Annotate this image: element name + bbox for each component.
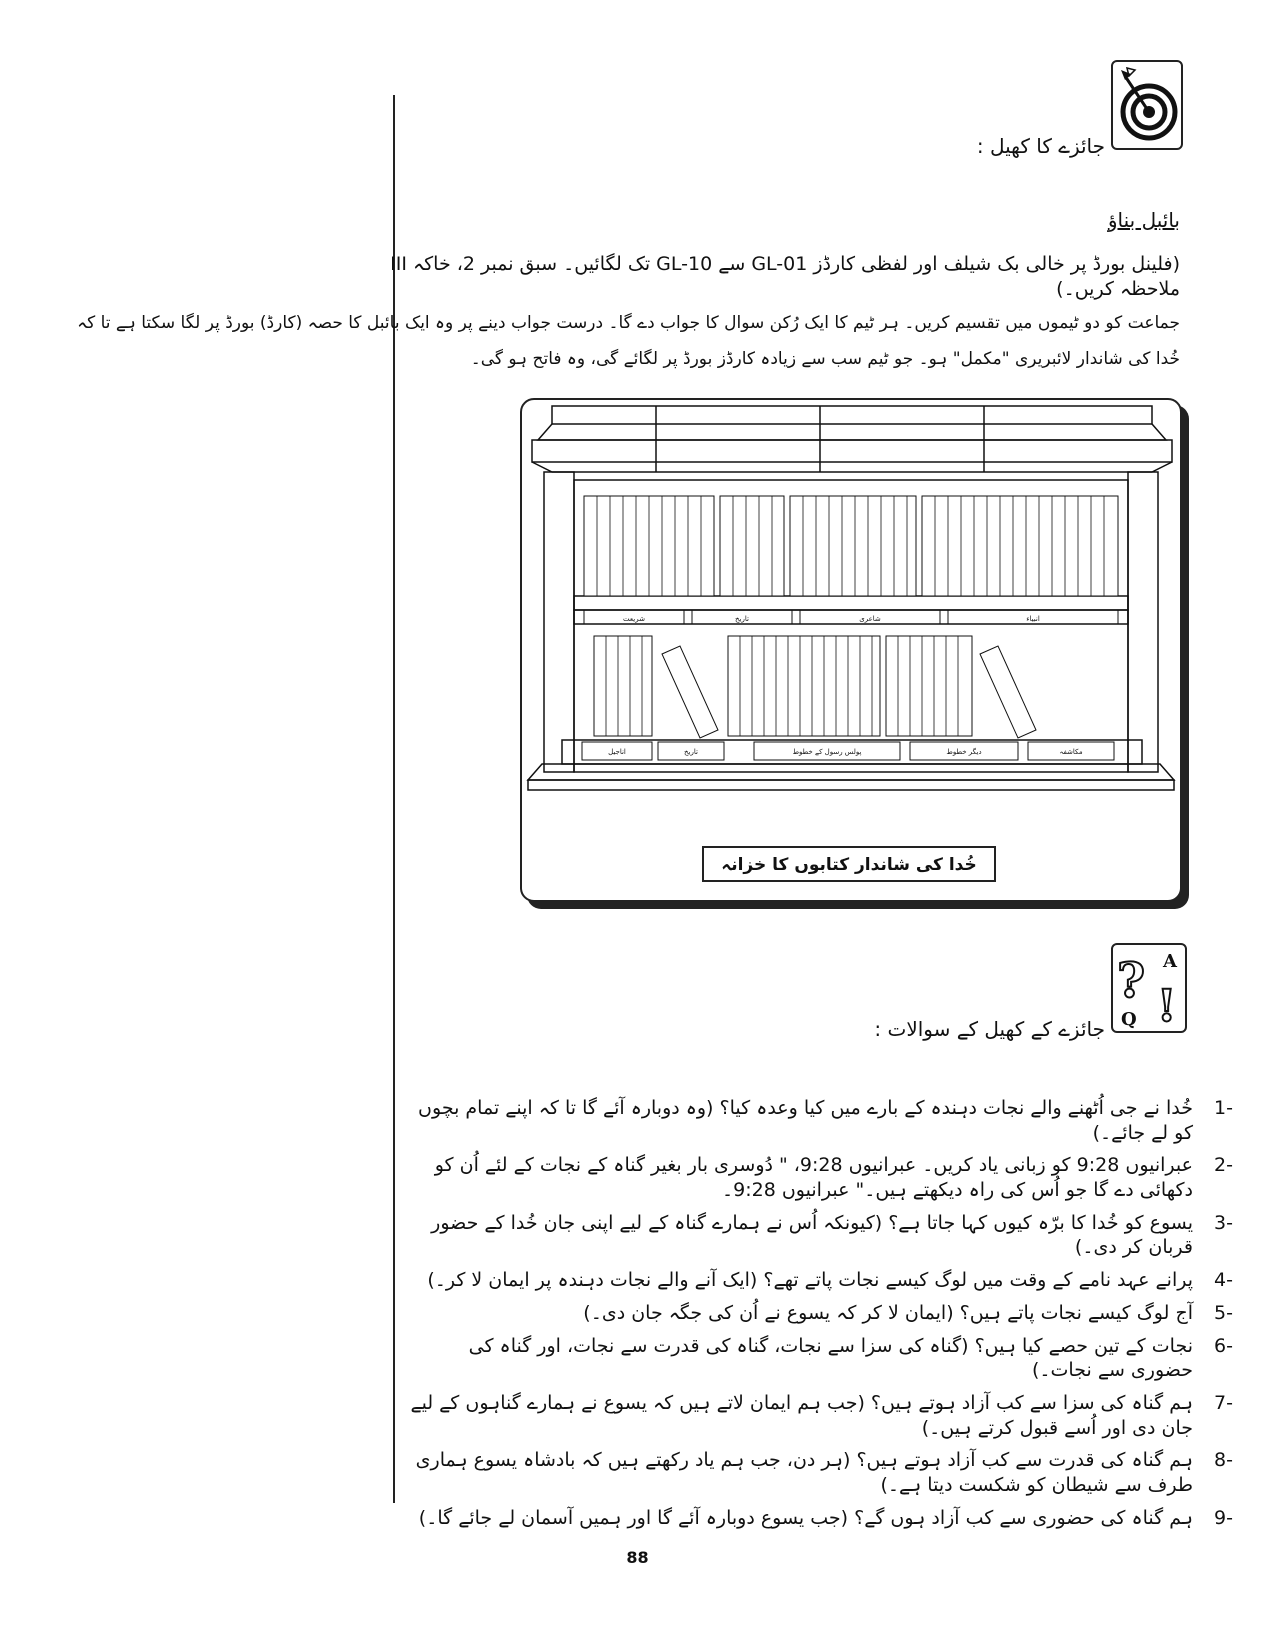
top-label-3: شاعری (859, 615, 881, 623)
question-item (408, 1391, 1233, 1440)
question-number: 9- (1214, 1506, 1233, 1529)
question-text: ہم گناہ کی قدرت سے کب آزاد ہوتے ہیں؟ (ہر دن، جب ہم یاد رکھتے ہیں کہ بادشاہ یسوع ہماری طرف سے شیطان کو شکست دیتا ہے۔) (415, 1449, 1193, 1496)
top-label-2: تاریخ (735, 615, 749, 623)
bottom-label-1: اناجیل (608, 748, 626, 756)
question-number: 8- (1214, 1449, 1233, 1472)
question-number: 2- (1214, 1154, 1233, 1177)
review-game-heading: جائزے کا کھیل : (976, 134, 1105, 158)
question-item (408, 1448, 1233, 1497)
question-item (408, 1268, 1233, 1293)
question-text: ہم گناہ کی سزا سے کب آزاد ہوتے ہیں؟ (جب ہم ایمان لاتے ہیں کہ یسوع نے ہمارے گناہوں کے لیے جان دی اور اُسے قبول کرتے ہیں۔) (410, 1391, 1193, 1439)
bottom-label-3: پولس رسول کے خطوط (792, 748, 862, 756)
question-text: پرانے عہد نامے کے وقت میں لوگ کیسے نجات پاتے تھے؟ (ایک آنے والے نجات دہندہ پر ایمان لا کر۔) (427, 1269, 1193, 1292)
paragraph-line-2: خُدا کی شاندار لائبریری "مکمل" ہو۔ جو ٹیم سب سے زیادہ کارڈز بورڈ پر لگائے گی، وہ فاتح ہو گی۔ (470, 349, 1180, 369)
svg-text:A: A (1163, 951, 1177, 972)
svg-text:Q: Q (1121, 1009, 1137, 1030)
question-item (408, 1301, 1233, 1326)
bottom-label-2: تاریخ (684, 748, 698, 756)
question-answer-icon (1111, 943, 1187, 1033)
question-item (408, 1211, 1233, 1260)
svg-text:!: ! (1157, 981, 1177, 1031)
question-text: آج لوگ کیسے نجات پاتے ہیں؟ (ایمان لا کر کہ یسوع نے اُن کی جگہ جان دی۔) (583, 1301, 1193, 1324)
question-text: عبرانیوں 9:28 کو زبانی یاد کریں۔ عبرانیوں 9:28، " دُوسری بار بغیر گناہ کے نجات کے لئے اُن کو دکھائی دے گا جو اُس کی راہ دیکھتے ہیں۔" عبرانیوں 9:28۔ (434, 1154, 1193, 1202)
question-item (408, 1153, 1233, 1202)
svg-text:?: ? (1117, 953, 1146, 1009)
bookshelf-illustration (520, 398, 1182, 902)
bottom-label-4: دیگر خطوط (946, 748, 982, 756)
margin-rule (393, 95, 395, 1503)
question-number: 5- (1214, 1301, 1233, 1324)
question-text: ہم گناہ کی حضوری سے کب آزاد ہوں گے؟ (جب یسوع دوبارہ آئے گا اور ہمیں آسمان لے جائے گا۔) (418, 1506, 1193, 1529)
review-questions-heading: جائزے کے کھیل کے سوالات : (874, 1017, 1105, 1041)
question-item (408, 1334, 1233, 1383)
question-number: 4- (1214, 1269, 1233, 1292)
question-text: خُدا نے جی اُٹھنے والے نجات دہندہ کے بارے میں کیا وعدہ کیا؟ (وہ دوبارہ آئے گا تا کہ اپنے تمام بچوں کو لے جائے۔) (418, 1097, 1193, 1144)
top-label-4: انبیاء (1026, 615, 1040, 623)
question-number: 3- (1214, 1211, 1233, 1234)
bookshelf-drawing (522, 400, 1180, 840)
target-icon (1111, 60, 1183, 150)
top-label-1: شریعت (623, 615, 645, 623)
make-bible-subheading: بائبل بناؤ (1107, 208, 1180, 232)
question-number: 7- (1214, 1391, 1233, 1414)
question-number: 6- (1214, 1334, 1233, 1357)
question-text: نجات کے تین حصے کیا ہیں؟ (گناہ کی سزا سے نجات، گناہ کی قدرت سے نجات، اور گناہ کی حضوری سے نجات۔) (468, 1334, 1193, 1382)
paragraph-line-1: جماعت کو دو ٹیموں میں تقسیم کریں۔ ہر ٹیم کا ایک رُکن سوال کا جواب دے گا۔ درست جواب دینے پر وہ ایک بائبل کا حصہ (کارڈ) بورڈ پر لگا سکتا ہے تا کہ (77, 313, 1180, 333)
question-number: 1- (1214, 1097, 1233, 1119)
question-item (408, 1506, 1233, 1531)
instruction-text: (فلینل بورڈ پر خالی بک شیلف اور لفظی کارڈز GL-01 سے GL-10 تک لگائیں۔ سبق نمبر 2، خاکہ III ملاحظہ کریں۔) (390, 253, 1180, 300)
question-text: یسوع کو خُدا کا برّہ کیوں کہا جاتا ہے؟ (کیونکہ اُس نے ہمارے گناہ کے لیے اپنی جان خُدا کے حضور قربان کر دی۔) (431, 1211, 1193, 1259)
illustration-caption: خُدا کی شاندار کتابوں کا خزانہ (702, 846, 996, 882)
questions-list (408, 1096, 1233, 1538)
question-item (408, 1096, 1233, 1145)
page-number: 88 (626, 1548, 649, 1567)
bottom-label-5: مکاشفہ (1059, 748, 1083, 756)
